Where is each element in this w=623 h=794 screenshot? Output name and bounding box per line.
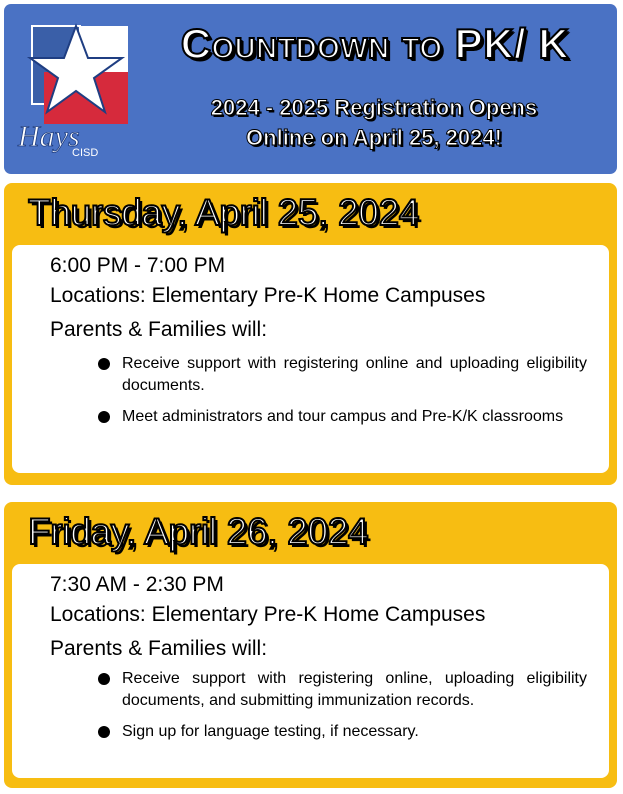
page-title: Countdown to PK/ K	[180, 20, 570, 67]
list-item: Sign up for language testing, if necessary.	[98, 721, 587, 743]
list-item: Meet administrators and tour campus and Pre-K/K classrooms	[98, 406, 587, 428]
event-details	[12, 564, 609, 778]
bullet-list	[98, 353, 587, 437]
subtitle-line2: Online on April 25, 2024!	[246, 125, 502, 150]
event-time: 7:30 AM - 2:30 PM	[50, 573, 224, 596]
hays-cisd-logo	[14, 18, 136, 168]
logo-text: Hays	[18, 120, 80, 153]
event-date: Friday, April 26, 2024	[28, 511, 369, 552]
families-label: Parents & Families will:	[50, 318, 268, 341]
header-banner	[4, 4, 617, 174]
list-item: Receive support with registering online, uploading eligibility documents, and submitting immunization records.	[98, 668, 587, 712]
subtitle-line1: 2024 - 2025 Registration Opens	[210, 95, 538, 120]
event-locations: Locations: Elementary Pre-K Home Campuses	[50, 603, 486, 626]
event-card-thursday	[4, 183, 617, 485]
event-date: Thursday, April 25, 2024	[28, 192, 420, 233]
event-details	[12, 245, 609, 473]
event-card-friday	[4, 502, 617, 788]
event-locations: Locations: Elementary Pre-K Home Campuses	[50, 284, 486, 307]
families-label: Parents & Families will:	[50, 637, 268, 660]
list-item: Receive support with registering online and uploading eligibility documents.	[98, 353, 587, 397]
bullet-list	[98, 668, 587, 752]
logo-subtext: CISD	[72, 147, 99, 159]
event-time: 6:00 PM - 7:00 PM	[50, 254, 226, 277]
